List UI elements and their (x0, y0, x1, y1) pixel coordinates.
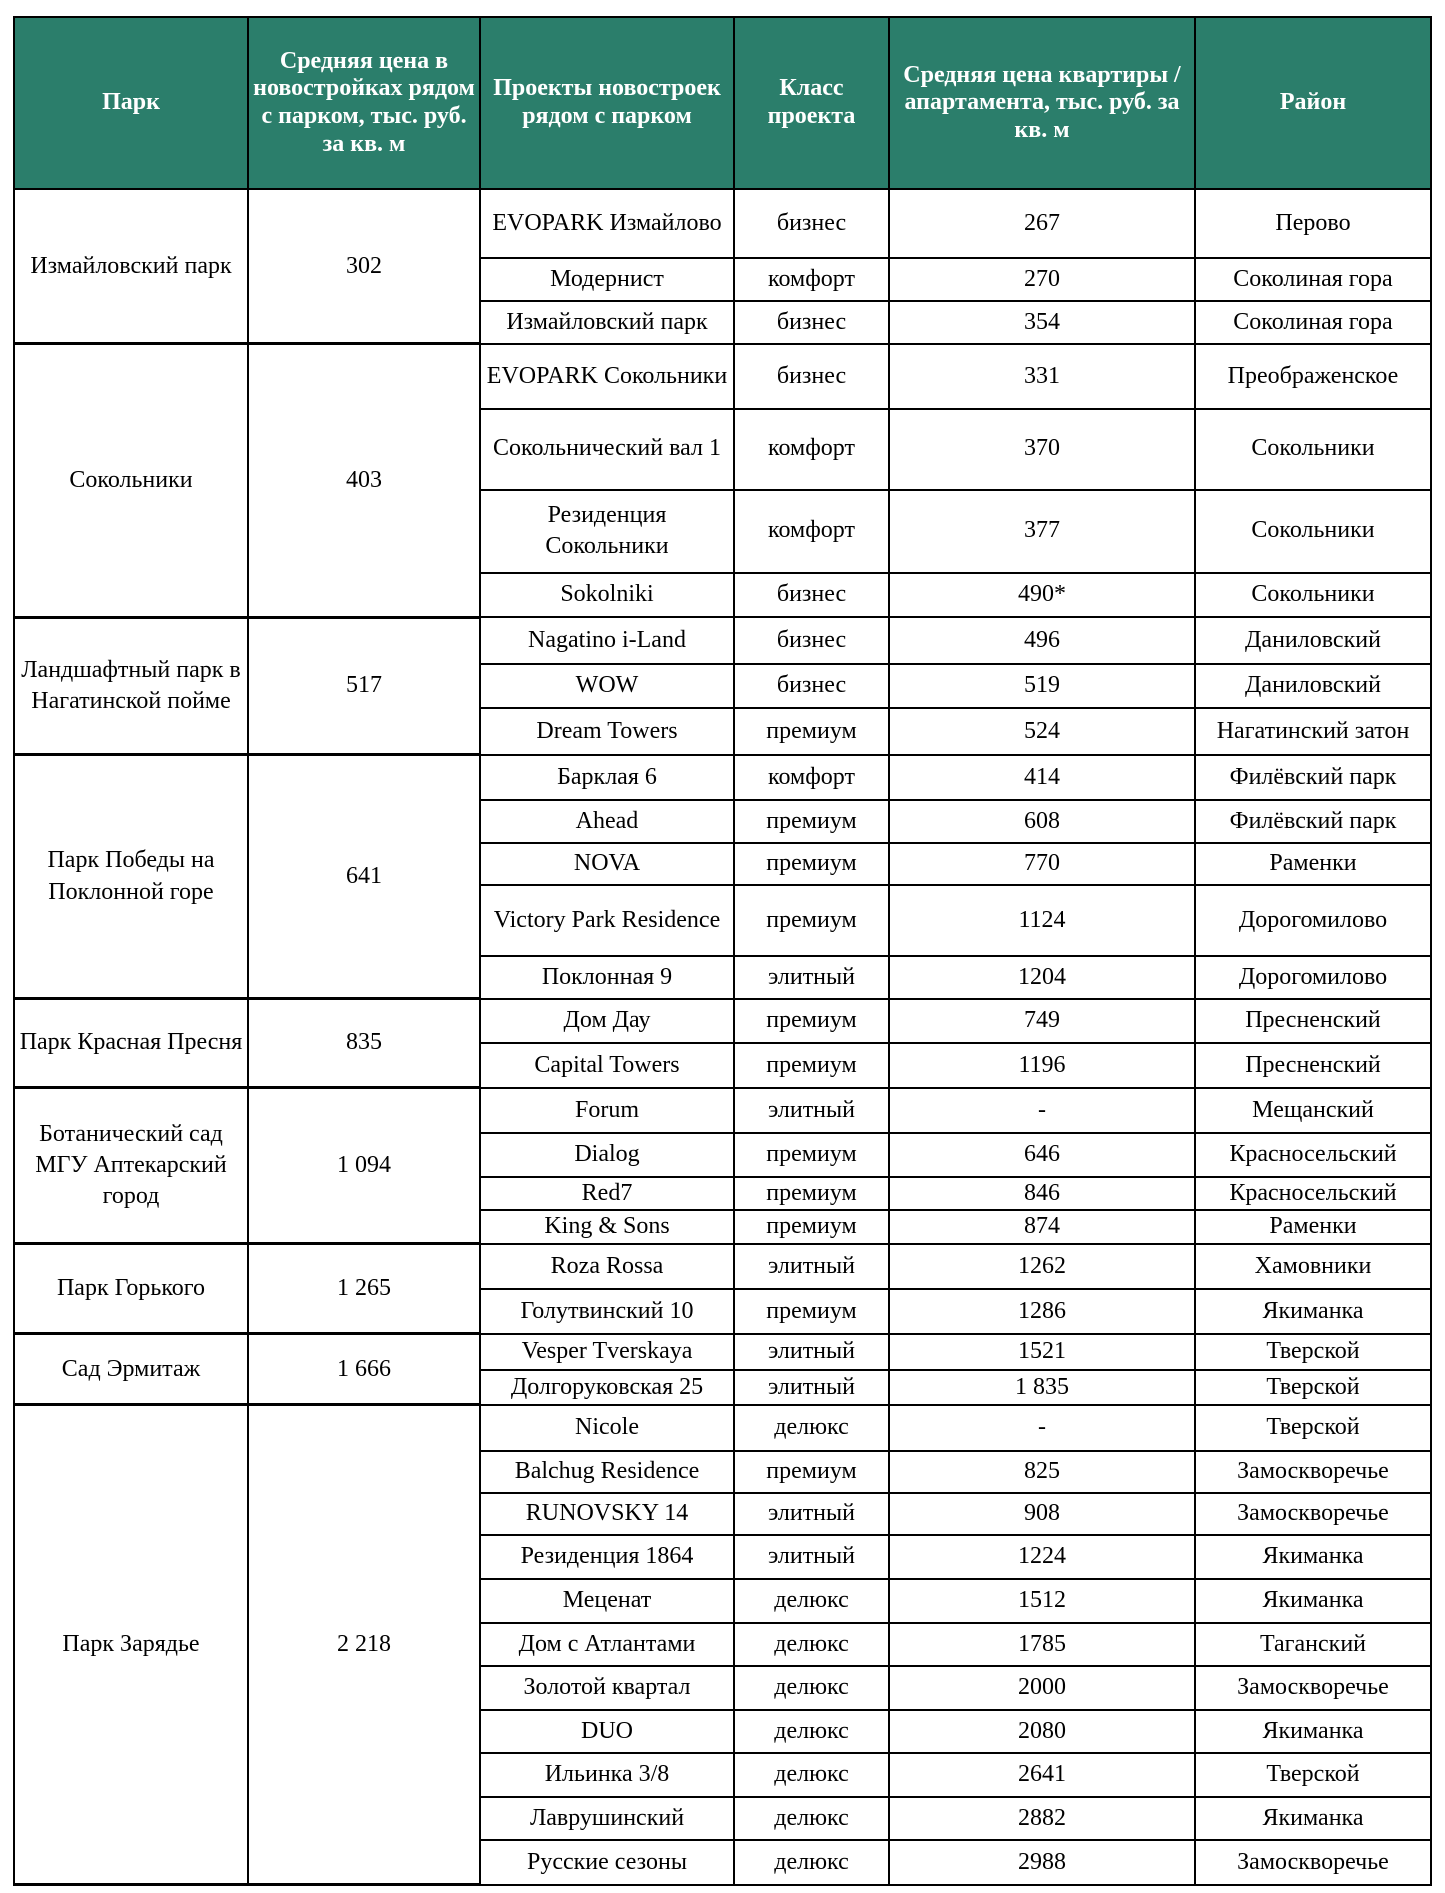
project-class-cell: премиум (734, 1451, 889, 1492)
project-name-cell: Резиденция Сокольники (480, 490, 734, 573)
district-cell: Пресненский (1195, 1043, 1431, 1088)
district-cell: Замоскворечье (1195, 1493, 1431, 1536)
district-cell: Тверской (1195, 1753, 1431, 1798)
header-district: Район (1195, 17, 1431, 189)
project-class-cell: комфорт (734, 258, 889, 302)
project-class-cell: элитный (734, 1244, 889, 1290)
district-cell: Якиманка (1195, 1710, 1431, 1753)
district-cell: Таганский (1195, 1623, 1431, 1666)
project-price-cell: 646 (889, 1133, 1195, 1177)
project-name-cell: Roza Rossa (480, 1244, 734, 1290)
project-price-cell: 874 (889, 1210, 1195, 1244)
header-avg-price: Средняя цена в новостройках рядом с парком, тыс. руб. за кв. м (248, 17, 480, 189)
project-name-cell: Red7 (480, 1177, 734, 1211)
project-price-cell: 608 (889, 800, 1195, 843)
park-avg-price-cell: 2 218 (248, 1405, 480, 1885)
district-cell: Филёвский парк (1195, 755, 1431, 801)
project-class-cell: премиум (734, 800, 889, 843)
district-cell: Тверской (1195, 1405, 1431, 1452)
park-name-cell: Сокольники (14, 344, 248, 617)
district-cell: Раменки (1195, 843, 1431, 886)
park-avg-price-cell: 403 (248, 344, 480, 617)
project-class-cell: бизнес (734, 573, 889, 618)
project-price-cell: 2882 (889, 1797, 1195, 1840)
project-name-cell: Барклая 6 (480, 755, 734, 801)
district-cell: Сокольники (1195, 573, 1431, 618)
project-name-cell: Долгоруковская 25 (480, 1370, 734, 1404)
project-class-cell: премиум (734, 1210, 889, 1244)
district-cell: Раменки (1195, 1210, 1431, 1244)
project-name-cell: WOW (480, 664, 734, 709)
project-price-cell: 2000 (889, 1666, 1195, 1711)
table-row (14, 999, 1431, 1044)
project-price-cell: 2641 (889, 1753, 1195, 1798)
project-class-cell: делюкс (734, 1623, 889, 1666)
parks-price-table (13, 16, 1432, 1886)
project-price-cell: 749 (889, 999, 1195, 1044)
park-avg-price-cell: 1 265 (248, 1244, 480, 1334)
project-class-cell: бизнес (734, 189, 889, 258)
project-name-cell: Лаврушинский (480, 1797, 734, 1840)
table-row (14, 1244, 1431, 1290)
project-name-cell: Модернист (480, 258, 734, 302)
district-cell: Красносельский (1195, 1177, 1431, 1211)
project-name-cell: Русские сезоны (480, 1840, 734, 1885)
project-price-cell: 1286 (889, 1289, 1195, 1334)
project-class-cell: делюкс (734, 1666, 889, 1711)
district-cell: Тверской (1195, 1370, 1431, 1404)
district-cell: Филёвский парк (1195, 800, 1431, 843)
park-name-cell: Парк Красная Пресня (14, 999, 248, 1088)
project-class-cell: элитный (734, 956, 889, 999)
header-projects: Проекты новостроек рядом с парком (480, 17, 734, 189)
project-class-cell: премиум (734, 999, 889, 1044)
district-cell: Пресненский (1195, 999, 1431, 1044)
park-avg-price-cell: 835 (248, 999, 480, 1088)
park-avg-price-cell: 1 094 (248, 1088, 480, 1244)
district-cell: Нагатинский затон (1195, 708, 1431, 755)
district-cell: Якиманка (1195, 1535, 1431, 1579)
project-class-cell: премиум (734, 885, 889, 956)
table-row (14, 1334, 1431, 1370)
project-name-cell: Дом с Атлантами (480, 1623, 734, 1666)
project-price-cell: 1512 (889, 1579, 1195, 1624)
project-name-cell: Forum (480, 1088, 734, 1134)
project-price-cell: 2080 (889, 1710, 1195, 1753)
project-class-cell: элитный (734, 1370, 889, 1404)
project-name-cell: Dialog (480, 1133, 734, 1177)
header-park: Парк (14, 17, 248, 189)
park-avg-price-cell: 517 (248, 617, 480, 755)
district-cell: Якиманка (1195, 1797, 1431, 1840)
project-class-cell: элитный (734, 1088, 889, 1134)
table-row (14, 189, 1431, 258)
park-name-cell: Сад Эрмитаж (14, 1334, 248, 1405)
project-name-cell: Ahead (480, 800, 734, 843)
project-price-cell: 1124 (889, 885, 1195, 956)
project-class-cell: бизнес (734, 344, 889, 409)
project-price-cell: 519 (889, 664, 1195, 709)
header-project-price: Средняя цена квартиры / апартамента, тыс. руб. за кв. м (889, 17, 1195, 189)
district-cell: Сокольники (1195, 490, 1431, 573)
project-class-cell: бизнес (734, 301, 889, 344)
project-price-cell: 490* (889, 573, 1195, 618)
table-row (14, 755, 1431, 801)
project-price-cell: 1 835 (889, 1370, 1195, 1404)
district-cell: Тверской (1195, 1334, 1431, 1370)
project-name-cell: DUO (480, 1710, 734, 1753)
project-class-cell: делюкс (734, 1405, 889, 1452)
district-cell: Замоскворечье (1195, 1451, 1431, 1492)
project-name-cell: Capital Towers (480, 1043, 734, 1088)
park-name-cell: Парк Победы на Поклонной горе (14, 755, 248, 999)
project-class-cell: премиум (734, 1133, 889, 1177)
project-price-cell: 1196 (889, 1043, 1195, 1088)
park-name-cell: Ландшафтный парк в Нагатинской пойме (14, 617, 248, 755)
district-cell: Замоскворечье (1195, 1840, 1431, 1885)
project-price-cell: 267 (889, 189, 1195, 258)
park-name-cell: Измайловский парк (14, 189, 248, 344)
project-class-cell: бизнес (734, 617, 889, 664)
project-price-cell: 1204 (889, 956, 1195, 999)
project-class-cell: комфорт (734, 755, 889, 801)
project-class-cell: элитный (734, 1334, 889, 1370)
table-body (14, 189, 1431, 1885)
project-class-cell: премиум (734, 1177, 889, 1211)
project-name-cell: Голутвинский 10 (480, 1289, 734, 1334)
district-cell: Даниловский (1195, 617, 1431, 664)
table-row (14, 617, 1431, 664)
table-row (14, 1405, 1431, 1452)
table-row (14, 1088, 1431, 1134)
district-cell: Преображенское (1195, 344, 1431, 409)
project-price-cell: 331 (889, 344, 1195, 409)
park-avg-price-cell: 641 (248, 755, 480, 999)
project-class-cell: премиум (734, 708, 889, 755)
project-price-cell: - (889, 1405, 1195, 1452)
project-price-cell: 1262 (889, 1244, 1195, 1290)
park-name-cell: Парк Зарядье (14, 1405, 248, 1885)
project-name-cell: Дом Дау (480, 999, 734, 1044)
park-avg-price-cell: 302 (248, 189, 480, 344)
project-price-cell: 354 (889, 301, 1195, 344)
district-cell: Дорогомилово (1195, 956, 1431, 999)
project-class-cell: комфорт (734, 409, 889, 490)
district-cell: Красносельский (1195, 1133, 1431, 1177)
project-name-cell: NOVA (480, 843, 734, 886)
project-name-cell: King & Sons (480, 1210, 734, 1244)
project-name-cell: Золотой квартал (480, 1666, 734, 1711)
project-name-cell: Резиденция 1864 (480, 1535, 734, 1579)
project-name-cell: Ильинка 3/8 (480, 1753, 734, 1798)
project-price-cell: 770 (889, 843, 1195, 886)
project-name-cell: Balchug Residence (480, 1451, 734, 1492)
project-class-cell: делюкс (734, 1753, 889, 1798)
project-name-cell: EVOPARK Сокольники (480, 344, 734, 409)
project-price-cell: 270 (889, 258, 1195, 302)
project-class-cell: премиум (734, 1289, 889, 1334)
park-name-cell: Парк Горького (14, 1244, 248, 1334)
project-name-cell: Nagatino i-Land (480, 617, 734, 664)
header-row (14, 17, 1431, 189)
project-price-cell: 2988 (889, 1840, 1195, 1885)
project-name-cell: Поклонная 9 (480, 956, 734, 999)
park-name-cell: Ботанический сад МГУ Аптекарский город (14, 1088, 248, 1244)
project-price-cell: 524 (889, 708, 1195, 755)
project-name-cell: Nicole (480, 1405, 734, 1452)
project-name-cell: Sokolniki (480, 573, 734, 618)
project-price-cell: 846 (889, 1177, 1195, 1211)
district-cell: Хамовники (1195, 1244, 1431, 1290)
project-name-cell: Victory Park Residence (480, 885, 734, 956)
project-class-cell: бизнес (734, 664, 889, 709)
district-cell: Якиманка (1195, 1289, 1431, 1334)
project-class-cell: комфорт (734, 490, 889, 573)
project-class-cell: премиум (734, 843, 889, 886)
header-class: Класс проекта (734, 17, 889, 189)
project-price-cell: 370 (889, 409, 1195, 490)
project-class-cell: делюкс (734, 1579, 889, 1624)
district-cell: Мещанский (1195, 1088, 1431, 1134)
project-price-cell: 1521 (889, 1334, 1195, 1370)
district-cell: Сокольники (1195, 409, 1431, 490)
project-class-cell: элитный (734, 1493, 889, 1536)
project-class-cell: делюкс (734, 1710, 889, 1753)
project-class-cell: делюкс (734, 1797, 889, 1840)
project-price-cell: 377 (889, 490, 1195, 573)
district-cell: Якиманка (1195, 1579, 1431, 1624)
project-class-cell: делюкс (734, 1840, 889, 1885)
table-row (14, 344, 1431, 409)
project-name-cell: EVOPARK Измайлово (480, 189, 734, 258)
district-cell: Дорогомилово (1195, 885, 1431, 956)
project-price-cell: 825 (889, 1451, 1195, 1492)
project-price-cell: 1785 (889, 1623, 1195, 1666)
project-name-cell: Измайловский парк (480, 301, 734, 344)
project-name-cell: Сокольнический вал 1 (480, 409, 734, 490)
project-price-cell: 414 (889, 755, 1195, 801)
project-name-cell: Vesper Tverskaya (480, 1334, 734, 1370)
project-name-cell: Dream Towers (480, 708, 734, 755)
project-name-cell: Меценат (480, 1579, 734, 1624)
project-price-cell: - (889, 1088, 1195, 1134)
project-class-cell: премиум (734, 1043, 889, 1088)
district-cell: Перово (1195, 189, 1431, 258)
park-avg-price-cell: 1 666 (248, 1334, 480, 1405)
project-class-cell: элитный (734, 1535, 889, 1579)
project-price-cell: 496 (889, 617, 1195, 664)
project-price-cell: 1224 (889, 1535, 1195, 1579)
project-price-cell: 908 (889, 1493, 1195, 1536)
district-cell: Соколиная гора (1195, 258, 1431, 302)
project-name-cell: RUNOVSKY 14 (480, 1493, 734, 1536)
district-cell: Соколиная гора (1195, 301, 1431, 344)
district-cell: Даниловский (1195, 664, 1431, 709)
district-cell: Замоскворечье (1195, 1666, 1431, 1711)
